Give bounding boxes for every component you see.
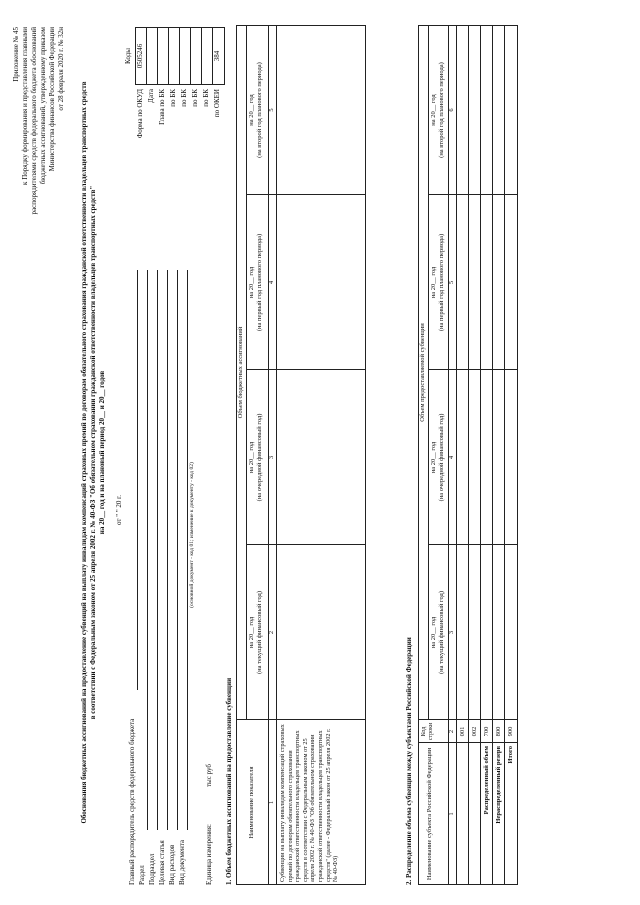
code-label: по БК <box>180 89 188 107</box>
title-line: в соответствии с Федеральным законом от 25 апреля 2002 г. № 40-ФЗ "Об обязательном страховании гражданской ответственности владельцев транспортных средств" <box>89 185 97 720</box>
section2-group-header: Объем предоставляемой субвенции <box>419 323 426 422</box>
unit-value: тыс руб <box>205 764 213 787</box>
unit-label: Единица измерения: <box>205 824 213 885</box>
row-code: 800 <box>495 726 502 737</box>
appendix-line: к Порядку формирования и представления главными <box>21 27 29 185</box>
table-row-divider <box>468 25 469 885</box>
form-code: 0505246 <box>136 43 144 69</box>
codes-header: Коды <box>124 48 132 64</box>
appendix-line: распорядителями средств федерального бюджета обоснований <box>30 27 38 215</box>
appendix-line: от 28 февраля 2020 г. № 32н <box>57 27 65 111</box>
section1-col-note: (на текущий финансовый год) <box>256 590 263 675</box>
table-col-divider <box>246 369 366 370</box>
field-label: Вид расходов <box>168 844 176 885</box>
section2-col-name: Наименование субъекта Российской Федерации <box>426 747 433 881</box>
codes-divider <box>168 27 169 85</box>
appendix-number: Приложение № 45 <box>12 27 20 82</box>
row-code: 001 <box>459 726 466 737</box>
table-col-divider <box>246 194 366 195</box>
section1-col-note: (на второй год планового периода) <box>256 62 263 158</box>
section1-group-header: Объем бюджетных ассигнований <box>237 326 244 419</box>
section2-col-num: 6 <box>448 108 455 112</box>
table-row-divider <box>504 25 505 885</box>
title-line: на 20__ год и на плановый период 20__ и 20__ годов <box>98 370 106 535</box>
row-code: 002 <box>471 726 478 737</box>
section1-col-num: 2 <box>268 630 275 635</box>
section2-col-note: (на второй год планового периода) <box>438 62 445 158</box>
table-row-divider <box>456 25 457 885</box>
section2-col-num: 1 <box>448 812 455 816</box>
table-row-divider <box>492 25 493 885</box>
section1-col-year: на 20__ год <box>248 266 255 299</box>
row-name: Нераспределенный резерв <box>495 746 502 824</box>
table-row-divider <box>480 25 481 885</box>
field-label: Вид документа <box>178 839 186 885</box>
codes-divider <box>179 27 180 85</box>
row-name: Распределенный объем <box>483 746 490 815</box>
field-label: Целевая статья <box>158 840 166 885</box>
table-row-divider <box>428 25 429 720</box>
table-col-divider <box>246 544 366 545</box>
section2-col-num: 3 <box>448 630 455 635</box>
table-row-divider <box>246 25 247 720</box>
section2-col-num: 2 <box>448 729 455 734</box>
document-date: от " " 20 г. <box>115 494 123 525</box>
section1-col-num: 5 <box>268 108 275 112</box>
section1-col-num: 3 <box>268 455 275 460</box>
codes-divider <box>201 27 202 85</box>
appendix-line: бюджетных ассигнований, утвержденному приказом <box>39 27 47 185</box>
row-code: 700 <box>483 726 490 737</box>
section2-col-note: (на очередной финансовый год) <box>438 413 445 502</box>
field-label: Главный распорядитель средств федерального бюджета <box>128 718 136 885</box>
field-line <box>187 270 188 830</box>
appendix-block <box>12 27 66 345</box>
field-line <box>137 270 138 690</box>
document-title <box>80 15 107 890</box>
section2-col-year: на 20__ год <box>430 441 437 474</box>
section2-col-num: 4 <box>448 455 455 460</box>
section2-col-year: на 20__ год <box>430 266 437 299</box>
okei-label: по ОКЕИ <box>213 89 221 118</box>
section1-title: 1. Объем бюджетных ассигнований на предоставление субвенции <box>225 677 233 885</box>
section1-row-text: Субвенции на выплату инвалидам компенсаций страховых премий по договорам обязательного страхования гражданской ответственности владельцев транспортных средств в соответствии с Федеральным законом от 25 апреля 2002 г. № 40-ФЗ "Об обязательном страховании гражданской ответственности владельцев транспортных средств" (далее - Федеральный закон от 25 апреля 2002 г. № 40-ФЗ) <box>279 724 340 882</box>
appendix-line: Министерства финансов Российской Федерации <box>48 27 56 172</box>
codes-divider <box>190 27 191 85</box>
code-label: по БК <box>202 89 210 107</box>
field-label: Подраздел <box>148 853 156 885</box>
section1-col-name: Наименование показателя <box>248 766 255 839</box>
title-line: Обоснования бюджетных ассигнований на предоставление субвенций на выплату инвалидам компенсаций страховых премий по договорам обязательного страхования гражданской ответственности владельцев транспортных средств <box>80 81 88 824</box>
row-code: 900 <box>507 726 514 737</box>
section2-col-year: на 20__ год <box>430 94 437 126</box>
section1-col-note: (на очередной финансовый год) <box>256 413 263 502</box>
section1-col-note: (на первый год планового периода) <box>256 233 263 332</box>
codes-divider <box>146 27 147 85</box>
code-label: по БК <box>169 89 177 107</box>
section2-col-note: (на текущий финансовый год) <box>438 590 445 675</box>
section2-col-note: (на первый год планового периода) <box>438 233 445 332</box>
table-row-divider <box>276 25 277 885</box>
row-name: Итого <box>507 746 514 764</box>
okei-code: 384 <box>213 50 221 62</box>
section2-col-year: на 20__ год <box>430 616 437 649</box>
doc-type-hint: (основной документ - код 01; изменение к документу - код 02) <box>189 462 195 608</box>
code-label: Глава по БК <box>158 89 166 125</box>
section1-col-year: на 20__ год <box>248 94 255 126</box>
section1-col-num: 1 <box>268 800 275 805</box>
section1-col-num: 4 <box>268 280 275 285</box>
section2-col-num: 5 <box>448 280 455 285</box>
code-label: Дата <box>147 89 155 103</box>
section2-title: 2. Распределение объема субвенции между субъектами Российской Федерации <box>405 637 413 885</box>
section1-col-year: на 20__ год <box>248 441 255 474</box>
codes-divider <box>157 27 158 85</box>
form-label: Форма по ОКУД <box>136 89 144 139</box>
field-label: Раздел <box>138 865 146 885</box>
section2-col-code: Код строки <box>421 722 434 741</box>
section1-col-year: на 20__ год <box>248 616 255 649</box>
code-label: по БК <box>191 89 199 107</box>
